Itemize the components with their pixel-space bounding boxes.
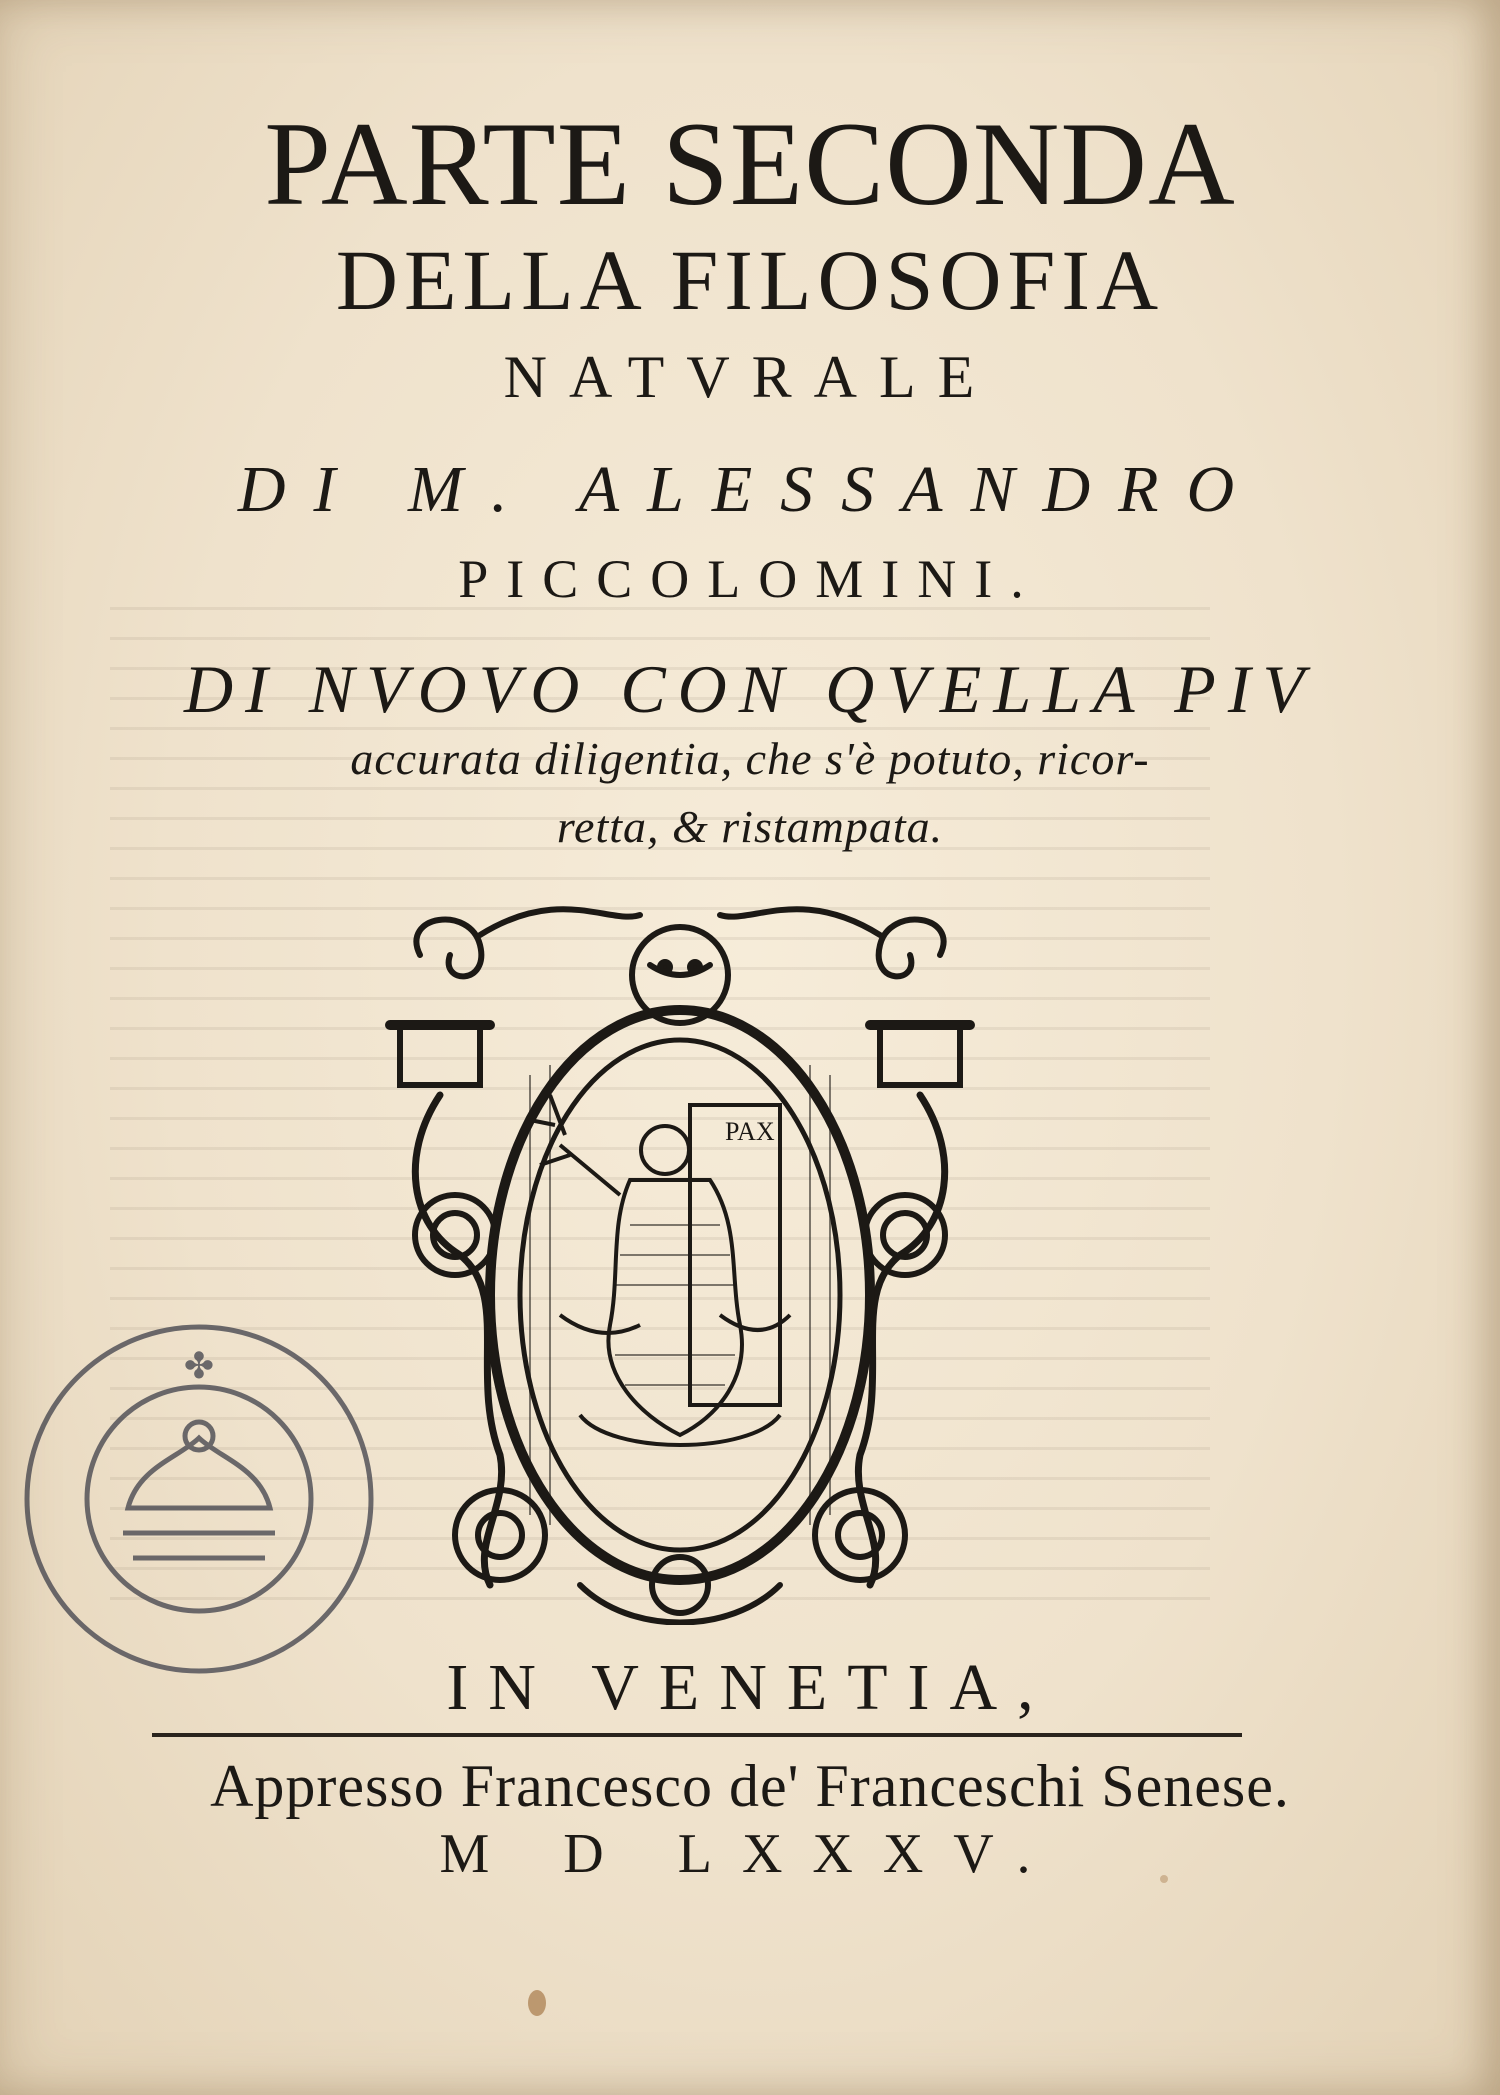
foxing-spot bbox=[528, 1990, 546, 2016]
subtitle-line-2: accurata diligentia, che s'è potuto, ricor- bbox=[350, 733, 1150, 784]
title-line-2: DELLA FILOSOFIA bbox=[335, 232, 1165, 328]
imprint-place: IN VENETIA, bbox=[446, 1651, 1054, 1724]
author-line-2: PICCOLOMINI. bbox=[458, 549, 1042, 609]
subtitle-line-3: retta, & ristampata. bbox=[556, 801, 944, 852]
printers-device-woodcut bbox=[380, 895, 980, 1625]
imprint-rule bbox=[152, 1733, 1242, 1737]
imprint-printer: Appresso Francesco de' Franceschi Senese. bbox=[210, 1753, 1290, 1819]
title-line-1: PARTE SECONDA bbox=[264, 97, 1236, 230]
title-line-3: NATVRALE bbox=[503, 344, 997, 410]
subtitle-line-1: DI NVOVO CON QVELLA PIV bbox=[183, 651, 1316, 727]
stamp-legend-decor: ✤ bbox=[183, 1346, 215, 1386]
device-motto: PAX bbox=[725, 1117, 775, 1146]
author-line-1: DI M. ALESSANDRO bbox=[237, 453, 1263, 526]
imprint-year: M D LXXXV. bbox=[439, 1823, 1061, 1885]
library-stamp bbox=[18, 1318, 380, 1680]
foxing-spot bbox=[1160, 1875, 1168, 1883]
